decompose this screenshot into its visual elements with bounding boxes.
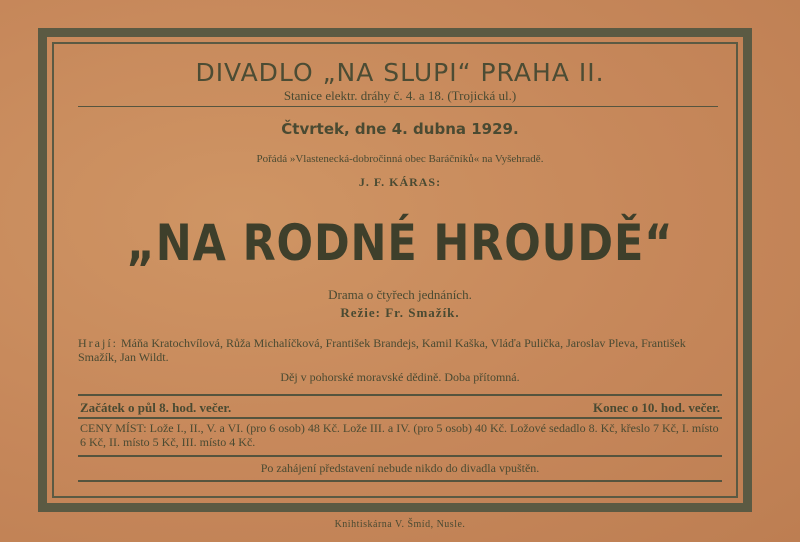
printer-credit: Knihtiskárna V. Šmíd, Nusle. xyxy=(334,519,466,530)
prices-bottom-rule xyxy=(78,455,722,457)
performance-date: Čtvrtek, dne 4. dubna 1929. xyxy=(281,120,519,138)
notice-bottom-rule xyxy=(78,480,722,482)
times-top-rule xyxy=(78,394,722,396)
admission-notice: Po zahájení představení nebude nikdo do divadla vpuštěn. xyxy=(260,461,540,475)
director-line: Režie: Fr. Smažík. xyxy=(340,305,460,320)
prices-top-rule xyxy=(78,417,722,419)
start-time: Začátek o půl 8. hod. večer. xyxy=(80,400,232,415)
setting-line: Děj v pohorské moravské dědině. Doba přítomná. xyxy=(280,370,520,384)
play-author: J. F. KÁRAS: xyxy=(358,175,442,189)
ticket-prices: CENY MÍST: Lože I., II., V. a VI. (pro 6 osob) 48 Kč. Lože III. a IV. (pro 5 osob) 40 Kč. Ložové sedadlo 8. Kč, křeslo 7 Kč, I. místo 6 Kč, II. místo 5 Kč, III. místo 4 Kč. xyxy=(80,421,719,449)
cast-list xyxy=(78,336,726,364)
tram-stations-line: Stanice elektr. dráhy č. 4. a 18. (Trojická ul.) xyxy=(283,88,517,103)
cast-names: Máňa Kratochvílová, Růža Michalíčková, František Brandejs, Kamil Kaška, Vláďa Pulička, Jaroslav Pleva, František Smažík, Jan Wildt. xyxy=(78,336,686,364)
header-divider xyxy=(78,106,718,107)
play-genre: Drama o čtyřech jednáních. xyxy=(328,287,472,302)
organizer-line: Pořádá »Vlastenecká-dobročinná obec Baráčníků« na Vyšehradě. xyxy=(256,153,544,165)
end-time: Konec o 10. hod. večer. xyxy=(593,400,720,415)
cast-label: Hrají: xyxy=(78,336,118,350)
theatre-name: DIVADLO „NA SLUPI“ PRAHA II. xyxy=(195,58,605,87)
play-title: „NA RODNÉ HROUDĚ“ xyxy=(126,214,674,272)
